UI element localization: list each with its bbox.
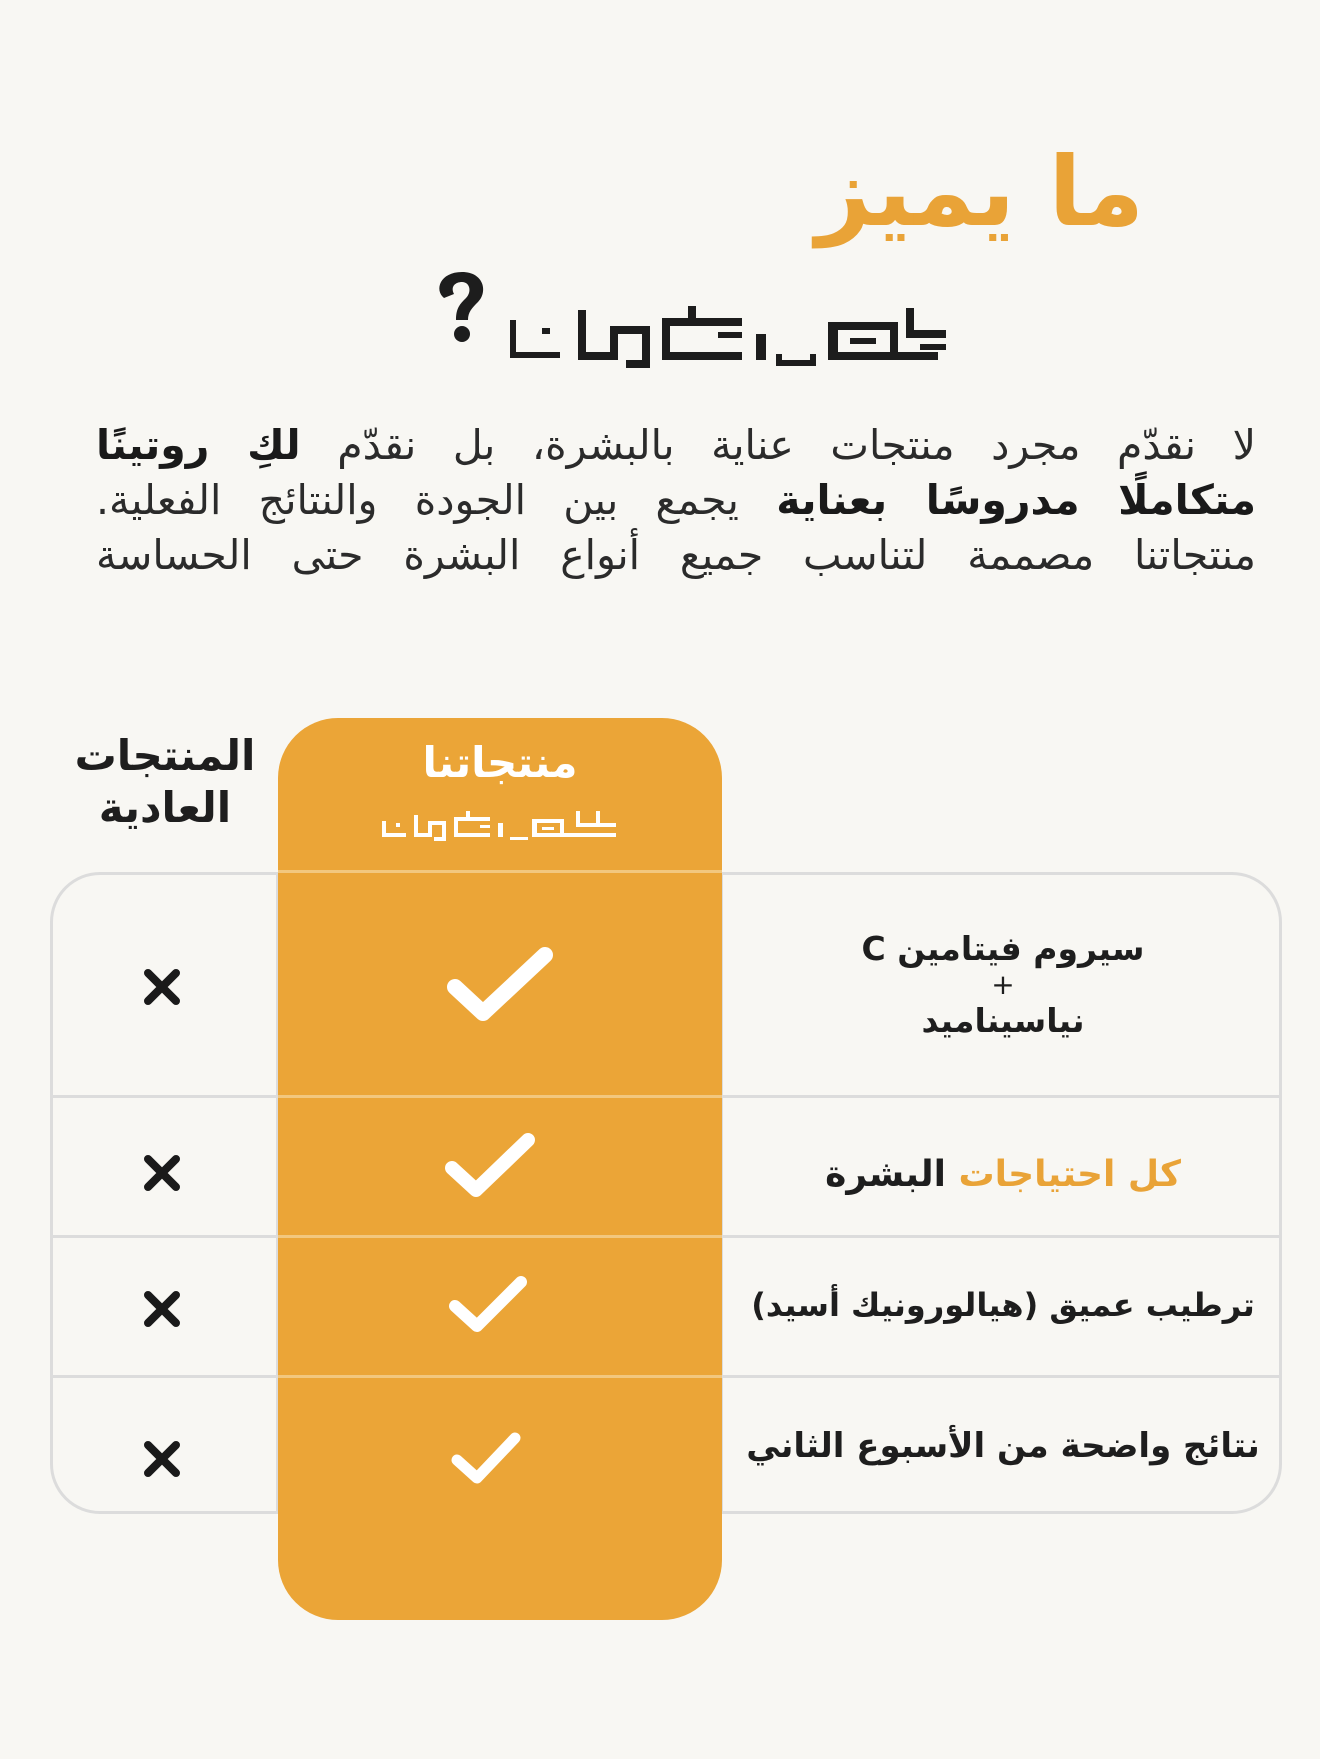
cross-icon bbox=[112, 1282, 212, 1336]
our-products-header bbox=[278, 738, 722, 841]
question-mark-icon bbox=[439, 272, 483, 342]
highlight-divider bbox=[278, 870, 722, 873]
check-icon bbox=[430, 1126, 550, 1206]
check-icon bbox=[436, 1268, 540, 1340]
cross-icon bbox=[112, 1146, 212, 1200]
highlight-divider bbox=[278, 1235, 722, 1238]
feature-row-1: سيروم فيتامين C + نياسيناميد bbox=[861, 929, 1145, 1040]
highlight-divider bbox=[278, 1375, 722, 1378]
intro-paragraph bbox=[96, 418, 1256, 583]
brand-logo-glyphs bbox=[510, 306, 946, 368]
brand-logo-row bbox=[430, 268, 970, 378]
feature-row-4: نتائج واضحة من الأسبوع الثاني bbox=[746, 1426, 1260, 1466]
our-products-title: منتجاتنا bbox=[422, 738, 578, 787]
brand-logo-icon bbox=[430, 268, 970, 378]
check-icon bbox=[444, 1426, 528, 1490]
brand-logo-icon bbox=[380, 801, 620, 841]
regular-products-header: المنتجات العادية bbox=[74, 731, 256, 832]
intro-line-2: متكاملًا مدروسًا بعناية يجمع بين الجودة والنتائج الفعلية. bbox=[96, 476, 1256, 524]
cross-icon bbox=[112, 1432, 212, 1486]
intro-line-1: لا نقدّم مجرد منتجات عناية بالبشرة، بل نقدّم لكِ روتينًا bbox=[96, 421, 1256, 469]
feature-row-3: ترطيب عميق (هيالورونيك أسيد) bbox=[751, 1286, 1255, 1324]
headline: ما يميز bbox=[815, 136, 1144, 248]
check-icon bbox=[430, 940, 570, 1030]
feature-row-2: كل احتياجات البشرة bbox=[825, 1154, 1181, 1195]
brand-logo-small bbox=[278, 801, 722, 841]
cross-icon bbox=[112, 960, 212, 1014]
highlight-divider bbox=[278, 1095, 722, 1098]
intro-line-3: منتجاتنا مصممة لتناسب جميع أنواع البشرة حتى الحساسة bbox=[96, 531, 1256, 579]
